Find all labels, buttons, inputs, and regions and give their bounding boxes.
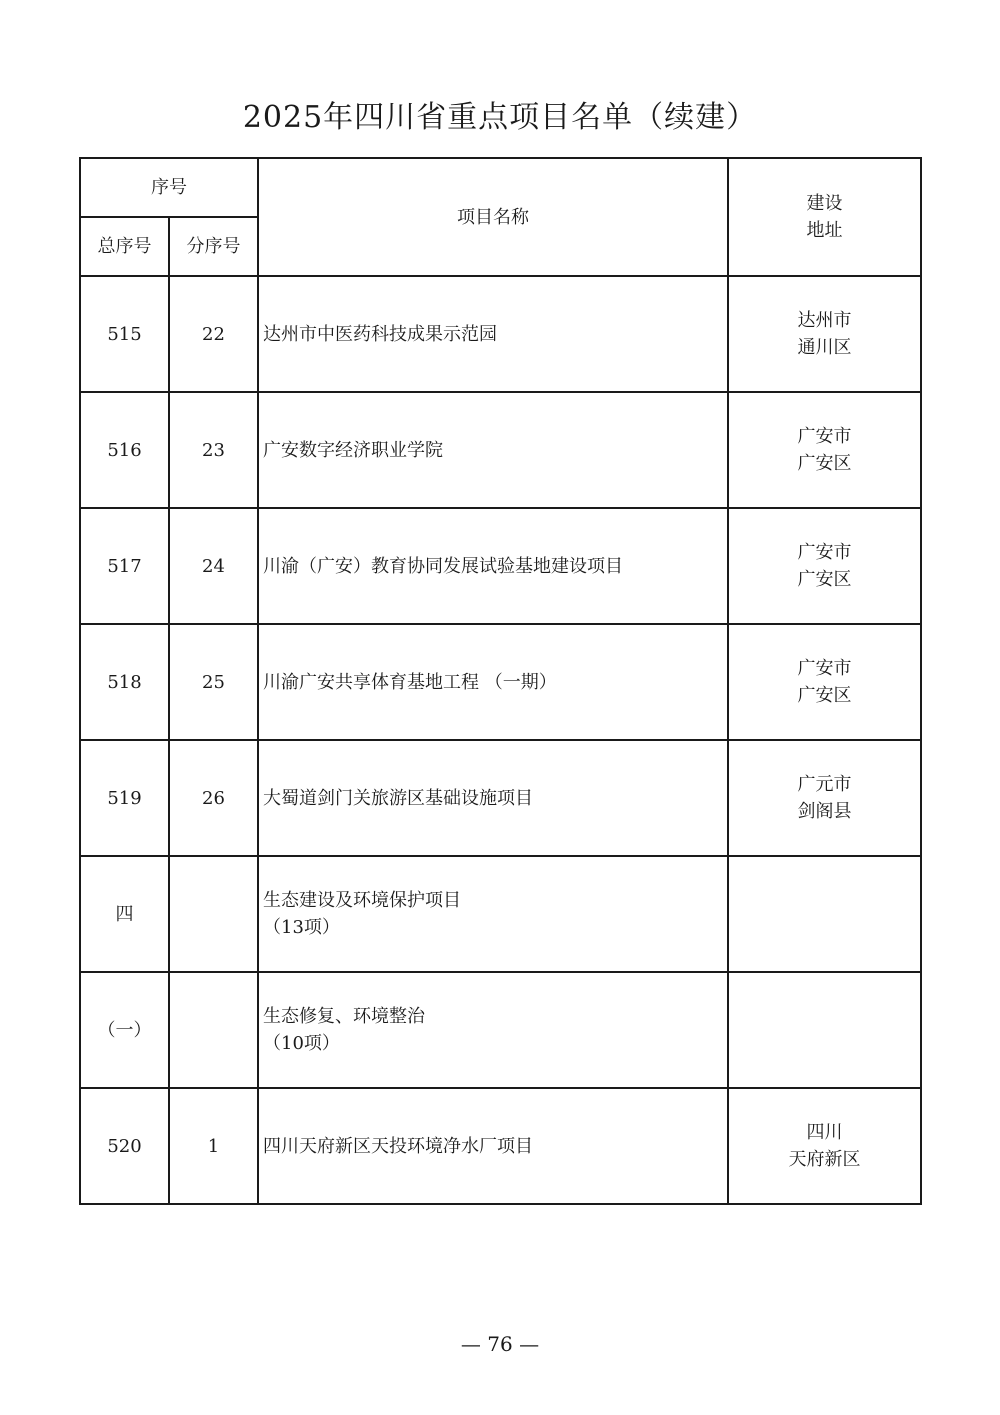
sub-seq-cell: 24 bbox=[169, 508, 258, 624]
location-line1: 广元市 bbox=[797, 774, 852, 795]
location-line2: 广安区 bbox=[797, 685, 852, 706]
table-row bbox=[80, 276, 921, 392]
table-row bbox=[80, 624, 921, 740]
sub-seq-cell: 25 bbox=[169, 624, 258, 740]
project-name-cell bbox=[258, 856, 728, 972]
location-cell bbox=[728, 856, 921, 972]
header-total-seq: 总序号 bbox=[80, 217, 169, 276]
sub-seq-cell: 22 bbox=[169, 276, 258, 392]
project-name: 广安数字经济职业学院 bbox=[263, 439, 443, 461]
table-row-category bbox=[80, 856, 921, 972]
sub-seq-cell: 1 bbox=[169, 1088, 258, 1204]
location-line2: 通川区 bbox=[797, 337, 852, 358]
location-cell bbox=[728, 624, 921, 740]
subcategory-count: （10项） bbox=[263, 1033, 340, 1054]
project-name: 大蜀道剑门关旅游区基础设施项目 bbox=[263, 787, 533, 809]
project-name: 川渝广安共享体育基地工程 （一期） bbox=[263, 671, 557, 693]
total-seq-cell: （一） bbox=[80, 972, 169, 1088]
project-name: 达州市中医药科技成果示范园 bbox=[263, 323, 497, 345]
page-number: — 76 — bbox=[460, 1332, 540, 1356]
location-line1: 达州市 bbox=[797, 310, 852, 331]
project-table bbox=[79, 157, 922, 1205]
sub-seq-cell bbox=[169, 972, 258, 1088]
sub-seq-cell: 26 bbox=[169, 740, 258, 856]
table-row bbox=[80, 392, 921, 508]
table-header-row bbox=[80, 158, 921, 217]
location-cell bbox=[728, 276, 921, 392]
total-seq-cell: 四 bbox=[80, 856, 169, 972]
header-seq-group: 序号 bbox=[80, 158, 258, 217]
location-cell bbox=[728, 508, 921, 624]
location-line2: 天府新区 bbox=[788, 1149, 861, 1170]
total-seq-cell: 517 bbox=[80, 508, 169, 624]
total-seq-cell: 515 bbox=[80, 276, 169, 392]
location-line1: 广安市 bbox=[797, 542, 852, 563]
table-row bbox=[80, 508, 921, 624]
location-line2: 广安区 bbox=[797, 569, 852, 590]
header-location bbox=[728, 158, 921, 276]
project-name-cell bbox=[258, 740, 728, 856]
header-sub-seq: 分序号 bbox=[169, 217, 258, 276]
location-cell bbox=[728, 972, 921, 1088]
sub-seq-cell bbox=[169, 856, 258, 972]
project-name-cell bbox=[258, 276, 728, 392]
total-seq-cell: 518 bbox=[80, 624, 169, 740]
page-title: 2025年四川省重点项目名单（续建） bbox=[242, 100, 758, 135]
total-seq-cell: 519 bbox=[80, 740, 169, 856]
table-row bbox=[80, 1088, 921, 1204]
category-name: 生态建设及环境保护项目 bbox=[263, 890, 461, 911]
total-seq-cell: 520 bbox=[80, 1088, 169, 1204]
location-cell bbox=[728, 740, 921, 856]
header-location-line2: 地址 bbox=[806, 220, 843, 241]
table-row-subcategory bbox=[80, 972, 921, 1088]
table-row bbox=[80, 740, 921, 856]
project-name-cell bbox=[258, 508, 728, 624]
location-cell bbox=[728, 1088, 921, 1204]
project-name-cell bbox=[258, 972, 728, 1088]
project-name: 四川天府新区天投环境净水厂项目 bbox=[263, 1135, 533, 1157]
category-count: （13项） bbox=[263, 917, 340, 938]
location-line1: 四川 bbox=[806, 1122, 843, 1143]
project-name: 川渝（广安）教育协同发展试验基地建设项目 bbox=[263, 555, 623, 577]
location-cell bbox=[728, 392, 921, 508]
header-location-line1: 建设 bbox=[806, 193, 843, 214]
sub-seq-cell: 23 bbox=[169, 392, 258, 508]
project-name-cell bbox=[258, 1088, 728, 1204]
subcategory-name: 生态修复、环境整治 bbox=[263, 1006, 425, 1027]
project-name-cell bbox=[258, 392, 728, 508]
location-line2: 剑阁县 bbox=[797, 801, 852, 822]
project-name-cell bbox=[258, 624, 728, 740]
location-line2: 广安区 bbox=[797, 453, 852, 474]
location-line1: 广安市 bbox=[797, 658, 852, 679]
total-seq-cell: 516 bbox=[80, 392, 169, 508]
location-line1: 广安市 bbox=[797, 426, 852, 447]
header-project-name: 项目名称 bbox=[258, 158, 728, 276]
